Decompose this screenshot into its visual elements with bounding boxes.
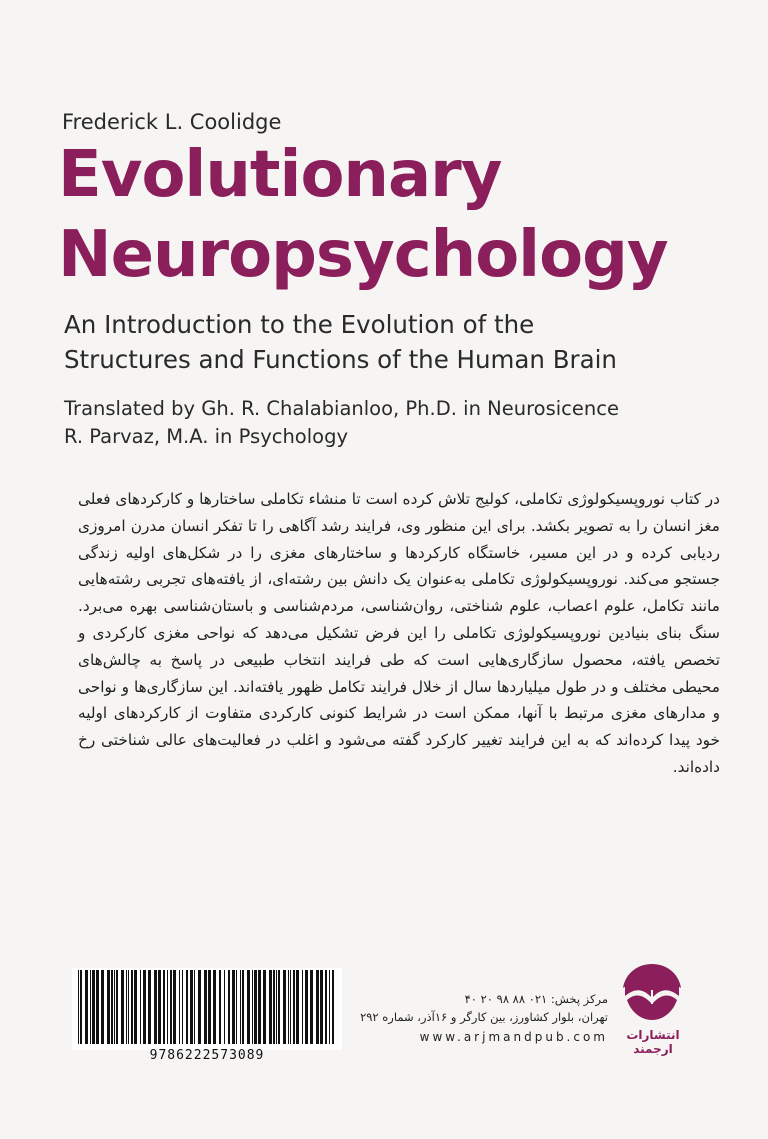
barcode-bar: [305, 970, 308, 1044]
barcode-bar: [85, 970, 88, 1044]
barcode-bar: [114, 970, 115, 1044]
barcode-bar: [90, 970, 91, 1044]
barcode-bar: [126, 970, 127, 1044]
publisher-logo-icon: [617, 960, 687, 1024]
barcode-bar: [269, 970, 272, 1044]
barcode-bar: [101, 970, 104, 1044]
barcode-bar: [224, 970, 225, 1044]
barcode-bar: [158, 970, 161, 1044]
barcode-bar: [80, 970, 82, 1044]
barcode-bar: [128, 970, 129, 1044]
barcode-bar: [111, 970, 113, 1044]
barcode-bar: [276, 970, 277, 1044]
translator-line-1: Translated by Gh. R. Chalabianloo, Ph.D. in Neurosicence: [64, 397, 619, 420]
barcode-bar: [242, 970, 244, 1044]
barcode-bar: [278, 970, 280, 1044]
barcode-bar: [293, 970, 295, 1044]
barcode-bar: [179, 970, 180, 1044]
barcode-bar: [96, 970, 99, 1044]
publisher-info: [360, 990, 608, 1026]
barcode-bar: [121, 970, 124, 1044]
barcode-bar: [296, 970, 299, 1044]
barcode-bar: [290, 970, 291, 1044]
barcode-bar: [154, 970, 157, 1044]
barcode-bar: [273, 970, 275, 1044]
barcode-bar: [263, 970, 266, 1044]
subtitle-line-2: Structures and Functions of the Human Brain: [64, 345, 617, 374]
barcode-bar: [148, 970, 151, 1044]
publisher-address: تهران، بلوار کشاورز، بین کارگر و ۱۶آذر، شماره ۲۹۲: [360, 1010, 608, 1024]
barcode-bar: [190, 970, 193, 1044]
barcode-bar: [194, 970, 195, 1044]
barcode-bar: [92, 970, 95, 1044]
barcode-bar: [143, 970, 146, 1044]
barcode-bar: [329, 970, 330, 1044]
barcode-bar: [107, 970, 110, 1044]
isbn-number: 9786222573089: [149, 1048, 265, 1063]
barcode-bar: [131, 970, 133, 1044]
barcode-bar: [228, 970, 230, 1044]
barcode-bar: [173, 970, 176, 1044]
distribution-center: مرکز پخش: ۰۲۱ ۸۸ ۹۸ ۲۰ ۴۰: [464, 992, 608, 1006]
barcode-bar: [198, 970, 201, 1044]
barcode-bar: [78, 970, 79, 1044]
barcode-bar: [240, 970, 241, 1044]
author-name: Frederick L. Coolidge: [62, 110, 282, 134]
barcode-bar: [320, 970, 323, 1044]
barcode-bar: [170, 970, 172, 1044]
publisher-website: www.arjmandpub.com: [419, 1030, 608, 1044]
title-line-1: Evolutionary: [58, 138, 502, 212]
barcode-bar: [247, 970, 250, 1044]
barcode: [72, 968, 342, 1050]
barcode-bar: [332, 970, 334, 1044]
barcode-bar: [140, 970, 141, 1044]
barcode-bar: [302, 970, 303, 1044]
barcode-bar: [236, 970, 237, 1044]
subtitle-line-1: An Introduction to the Evolution of the: [64, 310, 535, 339]
barcode-bar: [167, 970, 168, 1044]
barcode-bar: [182, 970, 183, 1044]
barcode-bar: [116, 970, 118, 1044]
barcode-bar: [325, 970, 327, 1044]
barcode-bar: [204, 970, 207, 1044]
publisher-name: انتشارات ارجمند: [626, 1028, 680, 1056]
barcode-bar: [134, 970, 137, 1044]
barcode-bar: [219, 970, 221, 1044]
barcode-bar: [213, 970, 216, 1044]
barcode-bar: [232, 970, 235, 1044]
barcode-bar: [163, 970, 165, 1044]
barcode-bar: [310, 970, 313, 1044]
barcode-bar: [208, 970, 211, 1044]
barcode-bar: [316, 970, 319, 1044]
barcode-bar: [283, 970, 286, 1044]
barcode-bar: [186, 970, 188, 1044]
barcode-bar: [288, 970, 289, 1044]
book-description: در کتاب نوروپسیکولوژی تکاملی، کولیج تلاش کرده است تا منشاء تکاملی ساختارها و کارکردهای فعلی مغز انسان را به تصویر بکشد. برای این منظور وی، فرایند رشد آگاهی را تا تفکر انسان مدرن امروزی ردیابی کرده و در این مسیر، خاستگاه کارکردها و ساختارهای مغزی را در شکل‌های اولیه زندگی جستجو می‌کند. نوروپسیکولوژی تکاملی به‌عنوان یک دانش بین رشته‌ای، از یافته‌های تجربی رشته‌هایی مانند تکامل، علوم اعصاب، علوم شناختی، روان‌شناسی، مردم‌شناسی و باستان‌شناسی بهره می‌برد. سنگ بنای بنیادین نوروپسیکولوژی تکاملی را این فرض تشکیل می‌دهد که نواحی مغزی کارکردی و تخصص یافته، محصول سازگاری‌هایی است که طی فرایند انتخاب طبیعی در پاسخ به چالش‌های محیطی مختلف و در طول میلیاردها سال از خلال فرایند تکامل ظهور یافته‌اند. این سازگاری‌ها و نواحی و مدارهای مغزی مرتبط با آنها، ممکن است در شرایط کنونی کارکردی متفاوت از کارکردهای اولیه خود پیدا کرده‌اند که به این فرایند تغییر کارکرد گفته می‌شود و اغلب در فعالیت‌های عالی شناختی رخ داده‌اند.: [78, 490, 720, 776]
barcode-bar: [254, 970, 257, 1044]
title-line-2: Neuropsychology: [58, 218, 668, 292]
translator-line-2: R. Parvaz, M.A. in Psychology: [64, 425, 349, 448]
barcode-bar: [252, 970, 253, 1044]
barcode-bar: [258, 970, 261, 1044]
barcode-bars: [76, 970, 338, 1046]
